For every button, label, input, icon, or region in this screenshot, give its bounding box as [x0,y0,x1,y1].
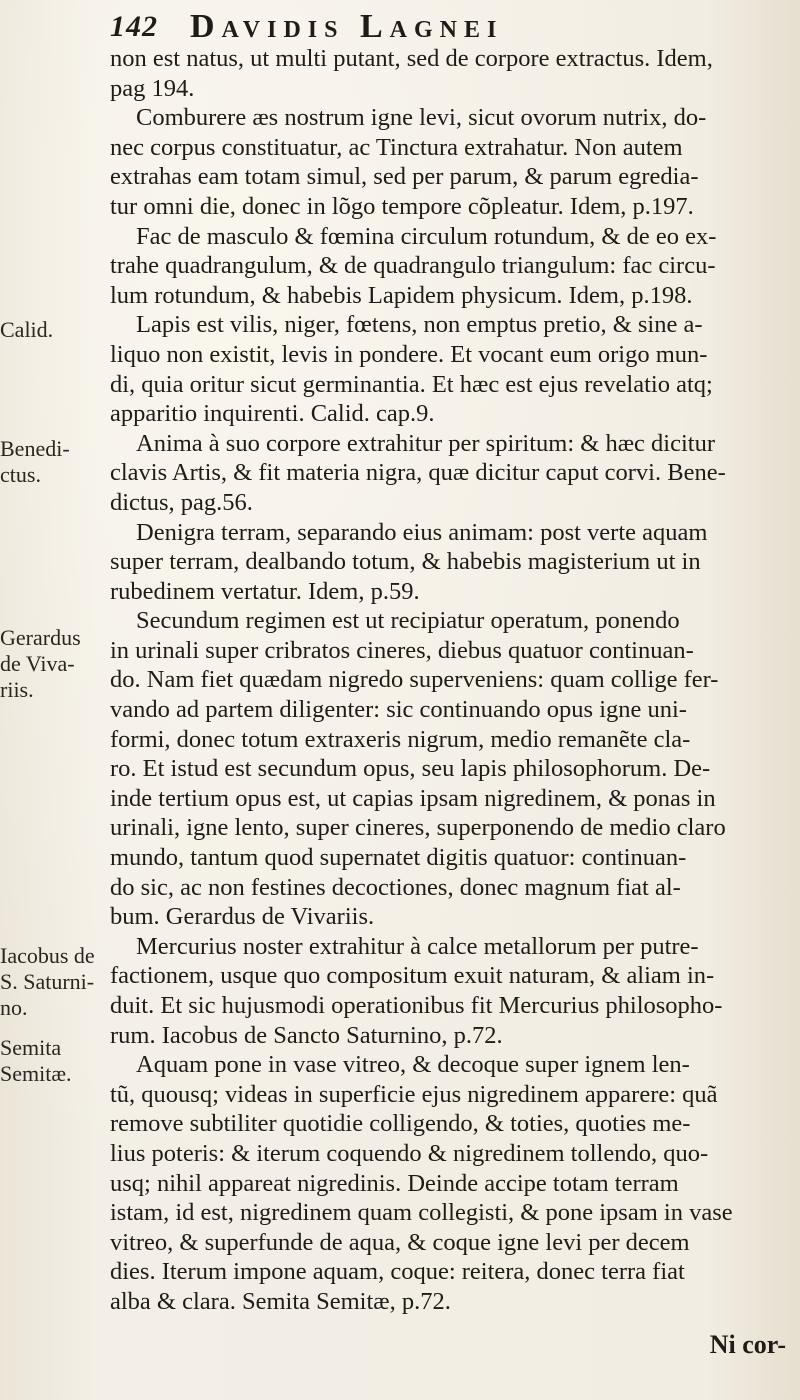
margin-note-gerardus [0,625,96,703]
text-line: istam, id est, nigredinem quam collegisti, & pone ipsam in vase [110,1199,733,1227]
text-line: rubedinem vertatur. Idem, p.59. [110,577,420,605]
text-line: do. Nam fiet quædam nigredo superveniens: quam collige fer- [110,666,719,694]
text-line: tũ, quousq; videas in superficie ejus nigredinem apparere: quã [110,1080,718,1108]
text-line: nec corpus constituatur, ac Tinctura extrahatur. Non autem [110,133,683,161]
text-line: di, quia oritur sicut germinantia. Et hæc est ejus revelatio atq; [110,370,713,398]
text-line: alba & clara. Semita Semitæ, p.72. [110,1287,451,1315]
text-line: do sic, ac non festines decoctiones, donec magnum fiat al- [110,873,681,901]
text-line: Mercurius noster extrahitur à calce metallorum per putre- [136,932,699,960]
text-line: Fac de masculo & fœmina circulum rotundum, & de eo ex- [136,222,717,250]
margin-note-line: ctus. [0,462,41,487]
text-line: pag 194. [110,74,195,102]
margin-note-line: Benedi- [0,436,70,461]
text-line: formi, donec totum extraxeris nigrum, medio remanẽte cla- [110,725,691,753]
page-header [110,6,750,46]
page-number: 142 [110,10,158,43]
text-line: ro. Et istud est secundum opus, seu lapis philosophorum. De- [110,755,711,783]
margin-note-line: Calid. [0,317,54,342]
text-line: Anima à suo corpore extrahitur per spiritum: & hæc dicitur [136,429,716,457]
text-line: trahe quadrangulum, & de quadrangulo triangulum: fac circu- [110,252,716,280]
text-line: urinali, igne lento, super cineres, superponendo de medio claro [110,814,726,842]
margin-note-semita [0,1035,96,1087]
margin-note-line: Semita [0,1035,62,1060]
text-line: clavis Artis, & fit materia nigra, quæ dicitur caput corvi. Bene- [110,459,726,487]
text-line: super terram, dealbando totum, & habebis magisterium ut in [110,548,701,576]
text-line: bum. Gerardus de Vivariis. [110,903,375,931]
margin-note-line: no. [0,995,28,1020]
text-line: in urinali super cribratos cineres, diebus quatuor continuan- [110,636,694,664]
text-line: factionem, usque quo compositum exuit naturam, & aliam in- [110,962,715,990]
text-line: lius poteris: & iterum coquendo & nigredinem tollendo, quo- [110,1139,709,1167]
margin-note-benedictus [0,436,96,488]
text-line: Comburere æs nostrum igne levi, sicut ovorum nutrix, do- [136,104,707,132]
text-line: rum. Iacobus de Sancto Saturnino, p.72. [110,1021,503,1049]
text-line: extrahas eam totam simul, sed per parum, & parum egredia- [110,163,699,191]
text-line: tur omni die, donec in lõgo tempore cõpleatur. Idem, p.197. [110,192,694,220]
margin-note-iacobus [0,943,96,1021]
text-line: dies. Iterum impone aquam, coque: reitera, donec terra fiat [110,1258,685,1286]
text-line: Aquam pone in vase vitreo, & decoque super ignem len- [136,1051,690,1079]
text-line: mundo, tantum quod supernatet digitis quatuor: continuan- [110,844,687,872]
margin-note-line: riis. [0,677,34,702]
text-line: Lapis est vilis, niger, fœtens, non emptus pretio, & sine a- [136,311,703,339]
margin-note-line: de Viva- [0,651,75,676]
text-line: duit. Et sic hujusmodi operationibus fit Mercurius philosopho- [110,992,723,1019]
margin-note-calid [0,317,96,343]
text-line: Secundum regimen est ut recipiatur operatum, ponendo [136,607,680,635]
running-title: Davidis Lagnei [190,8,504,45]
text-line: usq; nihil appareat nigredinis. Deinde accipe totam terram [110,1169,679,1197]
text-line: lum rotundum, & habebis Lapidem physicum. Idem, p.198. [110,281,693,309]
text-line: apparitio inquirenti. Calid. cap.9. [110,400,435,428]
margin-note-line: Semitæ. [0,1061,72,1086]
catchword: Ni cor- [709,1330,786,1359]
text-line: vitreo, & superfunde de aqua, & coque igne levi per decem [110,1228,690,1256]
text-line: dictus, pag.56. [110,488,253,516]
margin-note-line: S. Saturni- [0,969,95,994]
main-text [110,44,785,1317]
margin-note-line: Iacobus de [0,943,95,968]
text-line: vando ad partem diligenter: sic continuando opus igne uni- [110,696,687,724]
text-line: inde tertium opus est, ut capias ipsam nigredinem, & ponas in [110,784,716,812]
text-line: non est natus, ut multi putant, sed de corpore extractus. Idem, [110,45,713,72]
text-line: remove subtiliter quotidie colligendo, & toties, quoties me- [110,1110,691,1138]
text-line: liquo non existit, levis in pondere. Et vocant eum origo mun- [110,340,708,368]
text-line: Denigra terram, separando eius animam: post verte aquam [136,518,708,546]
margin-note-line: Gerardus [0,625,81,650]
